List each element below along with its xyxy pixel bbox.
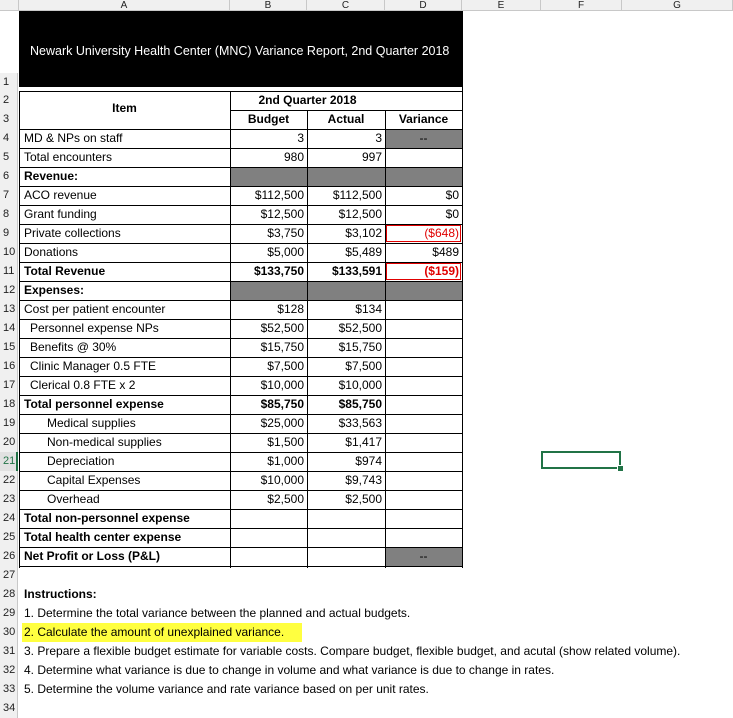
negative-variance-outline [386, 225, 461, 242]
budget-cell[interactable]: $3,750 [267, 226, 304, 240]
row-header-19[interactable]: 19 [0, 414, 18, 433]
actual-cell[interactable]: $33,563 [338, 416, 382, 430]
grid-col-b [230, 91, 231, 568]
item-cell[interactable]: Total Revenue [24, 264, 106, 278]
budget-cell[interactable]: $128 [277, 302, 304, 316]
row-header-21[interactable]: 21 [0, 452, 18, 471]
grid-header-split [230, 110, 462, 111]
grid-left [19, 91, 20, 568]
row-header-13[interactable]: 13 [0, 300, 18, 319]
grid-row-line [19, 357, 463, 358]
grid-top [19, 91, 463, 92]
row-header-15[interactable]: 15 [0, 338, 18, 357]
variance-cell[interactable] [385, 395, 462, 414]
row-header-5[interactable]: 5 [0, 148, 18, 167]
variance-cell[interactable] [385, 471, 462, 490]
budget-cell[interactable] [230, 509, 307, 528]
actual-cell[interactable]: $7,500 [345, 359, 382, 373]
row-header-8[interactable]: 8 [0, 205, 18, 224]
row-header-32[interactable]: 32 [0, 661, 18, 680]
variance-cell[interactable] [385, 528, 462, 547]
actual-cell[interactable]: $52,500 [338, 321, 382, 335]
variance-cell[interactable] [385, 433, 462, 452]
row-header-11[interactable]: 11 [0, 262, 18, 281]
item-cell[interactable]: Cost per patient encounter [24, 302, 166, 316]
column-header-b[interactable]: B [230, 0, 307, 11]
row-header-1[interactable]: 1 [0, 73, 18, 91]
actual-cell[interactable] [307, 528, 385, 547]
variance-cell[interactable] [385, 319, 462, 338]
actual-cell[interactable] [307, 281, 385, 300]
budget-cell[interactable]: $85,750 [260, 397, 304, 411]
variance-cell[interactable]: ($648) [424, 226, 459, 240]
item-cell[interactable]: Personnel expense NPs [30, 321, 159, 335]
row-header-26[interactable]: 26 [0, 547, 18, 566]
column-header-g[interactable]: G [622, 0, 733, 11]
grid-row-line [19, 395, 463, 396]
item-cell[interactable]: Private collections [24, 226, 121, 240]
active-cell-selection[interactable] [541, 451, 621, 469]
grid-right [462, 11, 463, 568]
instructions-heading: Instructions: [24, 587, 97, 601]
variance-cell[interactable] [385, 281, 462, 300]
budget-cell[interactable]: $15,750 [260, 340, 304, 354]
grid-row-line [19, 490, 463, 491]
column-header-a[interactable]: A [19, 0, 230, 11]
row-header-10[interactable]: 10 [0, 243, 18, 262]
grid-col-c [307, 110, 308, 568]
row-header-7[interactable]: 7 [0, 186, 18, 205]
column-header-d[interactable]: D [385, 0, 462, 11]
actual-cell[interactable]: $15,750 [338, 340, 382, 354]
grid-col-d [385, 110, 386, 568]
variance-cell[interactable] [385, 452, 462, 471]
budget-cell[interactable]: $112,500 [254, 188, 304, 202]
variance-cell[interactable] [385, 148, 462, 167]
grid-row-line [19, 243, 463, 244]
row-header-2[interactable]: 2 [0, 91, 18, 110]
budget-cell[interactable]: $52,500 [260, 321, 304, 335]
column-header-corner[interactable] [0, 0, 19, 11]
variance-cell[interactable] [385, 414, 462, 433]
header-variance: Variance [398, 112, 449, 126]
item-cell[interactable]: Total health center expense [24, 530, 182, 544]
row-header-6[interactable]: 6 [0, 167, 18, 186]
grid-row-line [19, 148, 463, 149]
grid-row-line [19, 509, 463, 510]
budget-cell[interactable] [230, 528, 307, 547]
item-cell[interactable]: Grant funding [24, 207, 97, 221]
item-cell[interactable]: Non-medical supplies [47, 435, 162, 449]
row-header-17[interactable]: 17 [0, 376, 18, 395]
grid-row-line [19, 528, 463, 529]
grid-row-line [19, 167, 463, 168]
column-header-c[interactable]: C [307, 0, 385, 11]
actual-cell[interactable]: $85,750 [338, 397, 382, 411]
fill-handle[interactable] [617, 465, 624, 472]
row-header-16[interactable]: 16 [0, 357, 18, 376]
row-header-27[interactable]: 27 [0, 566, 18, 585]
item-cell[interactable]: Total personnel expense [24, 397, 164, 411]
item-cell[interactable]: Total non-personnel expense [24, 511, 190, 525]
budget-cell[interactable] [230, 547, 307, 566]
actual-cell[interactable]: $112,500 [332, 188, 382, 202]
header-actual: Actual [327, 112, 365, 126]
actual-cell[interactable]: $9,743 [345, 473, 382, 487]
instruction-item: 2. Calculate the amount of unexplained variance. [22, 623, 302, 642]
row-header-18[interactable]: 18 [0, 395, 18, 414]
item-cell[interactable]: Depreciation [47, 454, 115, 468]
grid-row-line [19, 338, 463, 339]
column-header-e[interactable]: E [462, 0, 541, 11]
item-cell[interactable]: Expenses: [24, 283, 85, 297]
row-header-34[interactable]: 34 [0, 699, 18, 718]
item-cell[interactable]: Capital Expenses [47, 473, 141, 487]
item-cell[interactable]: MD & NPs on staff [24, 131, 123, 145]
variance-cell[interactable]: $0 [445, 207, 459, 221]
actual-cell[interactable]: 997 [361, 150, 382, 164]
budget-cell[interactable]: 3 [297, 131, 304, 145]
instruction-item: 5. Determine the volume variance and rate variance based on per unit rates. [24, 682, 429, 696]
budget-cell[interactable]: $1,000 [267, 454, 304, 468]
row-header-12[interactable]: 12 [0, 281, 18, 300]
budget-cell[interactable]: 980 [283, 150, 304, 164]
variance-cell[interactable]: -- [419, 131, 428, 145]
grid-row-line [19, 414, 463, 415]
grid-row-line [19, 471, 463, 472]
actual-cell[interactable]: $134 [355, 302, 382, 316]
budget-cell[interactable]: $1,500 [267, 435, 304, 449]
item-cell[interactable]: Overhead [47, 492, 100, 506]
row-header-14[interactable]: 14 [0, 319, 18, 338]
actual-cell[interactable]: $3,102 [345, 226, 382, 240]
item-cell[interactable]: Clerical 0.8 FTE x 2 [30, 378, 136, 392]
actual-cell[interactable] [307, 547, 385, 566]
grid-row-line [19, 376, 463, 377]
actual-cell[interactable] [307, 167, 385, 186]
row-header-33[interactable]: 33 [0, 680, 18, 699]
negative-variance-outline [386, 263, 461, 280]
item-cell[interactable]: Medical supplies [47, 416, 136, 430]
variance-cell[interactable]: $489 [432, 245, 459, 259]
actual-cell[interactable]: $974 [355, 454, 382, 468]
row-header-29[interactable]: 29 [0, 604, 18, 623]
row-header-30[interactable]: 30 [0, 623, 18, 642]
actual-cell[interactable]: $5,489 [345, 245, 382, 259]
budget-cell[interactable]: $5,000 [267, 245, 304, 259]
row-header-4[interactable]: 4 [0, 129, 18, 148]
variance-cell[interactable] [385, 509, 462, 528]
header-item: Item [112, 101, 137, 115]
row-header-22[interactable]: 22 [0, 471, 18, 490]
budget-cell[interactable] [230, 167, 307, 186]
budget-cell[interactable]: $7,500 [267, 359, 304, 373]
actual-cell[interactable]: $10,000 [338, 378, 382, 392]
actual-cell[interactable]: $2,500 [345, 492, 382, 506]
item-cell[interactable]: Clinic Manager 0.5 FTE [30, 359, 157, 373]
item-cell[interactable]: Net Profit or Loss (P&L) [24, 549, 161, 563]
row-header-9[interactable]: 9 [0, 224, 18, 243]
row-header-25[interactable]: 25 [0, 528, 18, 547]
grid-row-line [19, 452, 463, 453]
column-header-f[interactable]: F [541, 0, 622, 11]
item-cell[interactable]: Revenue: [24, 169, 79, 183]
budget-cell[interactable]: $2,500 [267, 492, 304, 506]
variance-cell[interactable] [385, 338, 462, 357]
instruction-item: 4. Determine what variance is due to change in volume and what variance is due to change in rates. [24, 663, 555, 677]
variance-cell[interactable]: ($159) [424, 264, 459, 278]
row-header-23[interactable]: 23 [0, 490, 18, 509]
row-header-3[interactable]: 3 [0, 110, 18, 129]
variance-cell[interactable]: -- [419, 549, 428, 563]
header-budget: Budget [247, 112, 290, 126]
row-header-28[interactable]: 28 [0, 585, 18, 604]
grid-row-line [19, 566, 463, 567]
actual-cell[interactable]: $133,591 [331, 264, 382, 278]
budget-cell[interactable]: $133,750 [253, 264, 304, 278]
grid-row-line [19, 205, 463, 206]
grid-row-line [19, 433, 463, 434]
variance-cell[interactable]: $0 [445, 188, 459, 202]
row-header-20[interactable]: 20 [0, 433, 18, 452]
grid-row-line [19, 319, 463, 320]
budget-cell[interactable]: $10,000 [260, 473, 304, 487]
variance-cell[interactable] [385, 490, 462, 509]
item-cell[interactable]: Total encounters [24, 150, 113, 164]
budget-cell[interactable]: $12,500 [260, 207, 304, 221]
actual-cell[interactable]: 3 [375, 131, 382, 145]
row-header-31[interactable]: 31 [0, 642, 18, 661]
grid-row-line [19, 129, 463, 130]
grid-row-line [19, 300, 463, 301]
budget-cell[interactable] [230, 281, 307, 300]
item-cell[interactable]: Donations [24, 245, 79, 259]
variance-cell[interactable] [385, 357, 462, 376]
budget-cell[interactable]: $25,000 [260, 416, 304, 430]
variance-cell[interactable] [385, 376, 462, 395]
variance-cell[interactable] [385, 300, 462, 319]
row-header-24[interactable]: 24 [0, 509, 18, 528]
instruction-item: 3. Prepare a flexible budget estimate for variable costs. Compare budget, flexible budget, and acutal (show related volume). [24, 644, 681, 658]
grid-row-line [19, 186, 463, 187]
header-period: 2nd Quarter 2018 [258, 93, 357, 107]
item-cell[interactable]: ACO revenue [24, 188, 97, 202]
grid-row-line [19, 547, 463, 548]
variance-cell[interactable] [385, 167, 462, 186]
report-title: Newark University Health Center (MNC) Variance Report, 2nd Quarter 2018 [30, 44, 450, 58]
actual-cell[interactable] [307, 509, 385, 528]
instruction-item: 1. Determine the total variance between the planned and actual budgets. [24, 606, 411, 620]
grid-row-line [19, 281, 463, 282]
actual-cell[interactable]: $12,500 [338, 207, 382, 221]
actual-cell[interactable]: $1,417 [345, 435, 382, 449]
item-cell[interactable]: Benefits @ 30% [30, 340, 117, 354]
budget-cell[interactable]: $10,000 [260, 378, 304, 392]
